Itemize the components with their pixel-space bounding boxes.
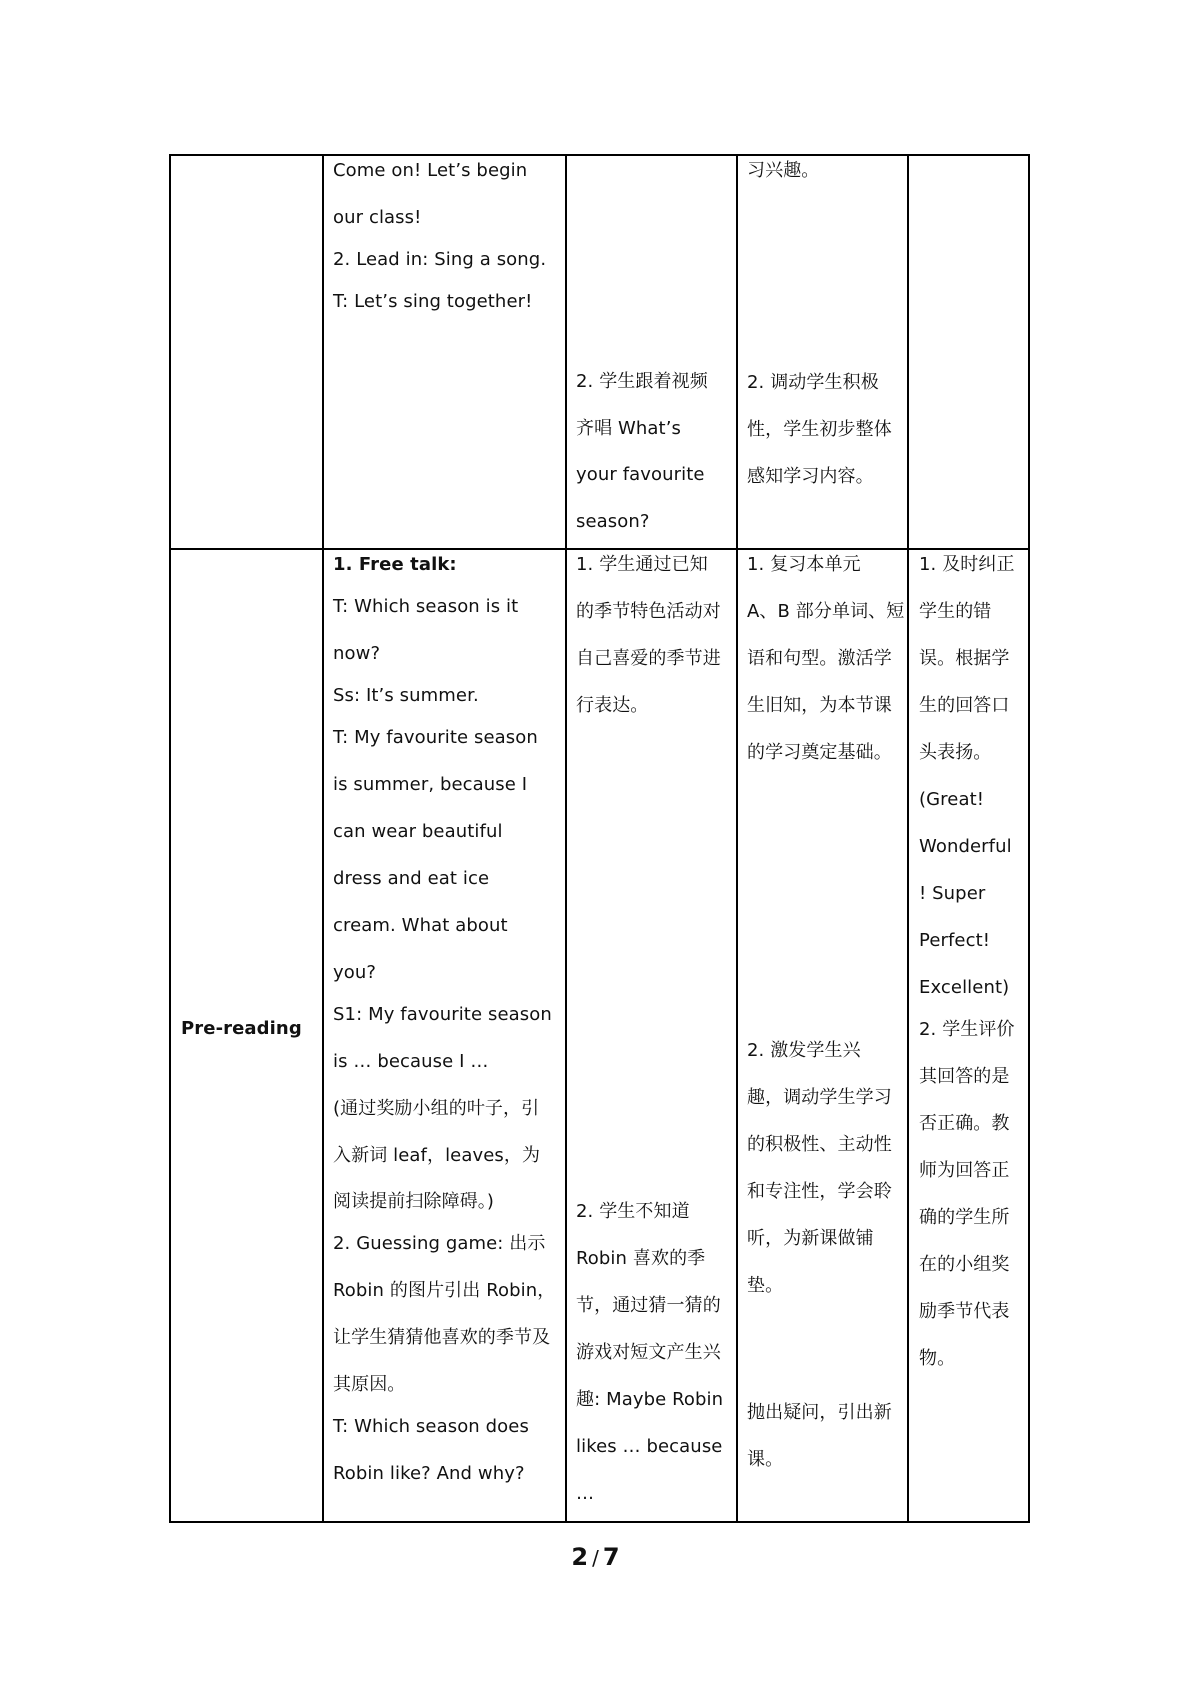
row2-purpose-line: 抛出疑问，引出新 — [747, 1402, 892, 1423]
row1-purpose-line: 性，学生初步整体 — [747, 419, 892, 440]
row2-procedure-line: Robin 的图片引出 Robin， — [333, 1280, 556, 1301]
row2-purpose-line: 2. 激发学生兴 — [747, 1040, 861, 1061]
col-line-4 — [907, 154, 909, 1522]
page-separator: / — [592, 1546, 599, 1570]
row2-purpose-line: A、B 部分单词、短 — [747, 601, 905, 622]
row2-procedure-line: now? — [333, 643, 381, 664]
row2-procedure-line: 入新词 leaf，leaves，为 — [333, 1145, 541, 1166]
row2-student-activity-line: 趣: Maybe Robin — [576, 1389, 724, 1410]
row2-evaluation-line: 在的小组奖 — [919, 1254, 1010, 1275]
row2-purpose-line: 垫。 — [747, 1275, 784, 1296]
row2-student-activity-line: likes … because — [576, 1436, 723, 1457]
row2-purpose-line: 语和句型。激活学 — [747, 648, 892, 669]
row2-student-activity-line: 节，通过猜一猜的 — [576, 1295, 721, 1316]
row2-procedure-line: is summer, because I — [333, 774, 528, 795]
row2-procedure-line: Robin like? And why? — [333, 1463, 525, 1484]
row2-procedure-line: can wear beautiful — [333, 821, 503, 842]
row2-purpose-line: 生旧知，为本节课 — [747, 695, 892, 716]
row2-evaluation-line: 否正确。教 — [919, 1113, 1010, 1134]
row2-evaluation-line: 1. 及时纠正 — [919, 554, 1015, 575]
row2-purpose-line: 的积极性、主动性 — [747, 1134, 892, 1155]
row2-evaluation-line: 2. 学生评价 — [919, 1019, 1015, 1040]
row2-procedure-line: 其原因。 — [333, 1374, 406, 1395]
row2-student-activity-line: 的季节特色活动对 — [576, 601, 721, 622]
row2-procedure-line: 阅读提前扫除障碍。) — [333, 1191, 495, 1212]
row2-procedure-heading: 1. Free talk: — [333, 554, 457, 575]
row2-evaluation-line: 师为回答正 — [919, 1160, 1010, 1181]
row2-evaluation-line: (Great! — [919, 789, 985, 810]
row2-procedure-line: dress and eat ice — [333, 868, 490, 889]
row2-evaluation-line: ! Super — [919, 883, 986, 904]
row2-evaluation-line: 其回答的是 — [919, 1066, 1010, 1087]
total-pages: 7 — [602, 1543, 620, 1571]
col-line-0 — [169, 154, 171, 1522]
row2-student-activity-line: 自己喜爱的季节进 — [576, 648, 721, 669]
row-divider — [169, 548, 1030, 550]
col-line-2 — [565, 154, 567, 1522]
row2-procedure-line: you? — [333, 962, 377, 983]
row2-student-activity-line: 游戏对短文产生兴 — [576, 1342, 721, 1363]
col-line-5 — [1028, 154, 1030, 1522]
row2-procedure-line: 让学生猜猜他喜欢的季节及 — [333, 1327, 551, 1348]
row2-evaluation-line: 头表扬。 — [919, 742, 992, 763]
row2-evaluation-line: 物。 — [919, 1348, 956, 1369]
table-border-top — [169, 154, 1030, 156]
row2-procedure-line: (通过奖励小组的叶子，引 — [333, 1098, 540, 1119]
row2-procedure-line: is … because I … — [333, 1051, 489, 1072]
row2-procedure-line: Ss: It’s summer. — [333, 685, 479, 706]
row2-student-activity-line: 1. 学生通过已知 — [576, 554, 708, 575]
row2-purpose-line: 听，为新课做铺 — [747, 1228, 874, 1249]
row2-purpose-line: 趣，调动学生学习 — [747, 1087, 892, 1108]
row1-purpose-line: 2. 调动学生积极 — [747, 372, 879, 393]
row2-evaluation-line: Perfect! — [919, 930, 991, 951]
row2-procedure-line: T: Which season is it — [333, 596, 519, 617]
row1-student-activity-line: 齐唱 What’s — [576, 418, 682, 439]
current-page: 2 — [571, 1543, 589, 1571]
row2-evaluation-line: 励季节代表 — [919, 1301, 1010, 1322]
row2-procedure-line: T: My favourite season — [333, 727, 538, 748]
col-line-3 — [736, 154, 738, 1522]
row2-student-activity-line: 2. 学生不知道 — [576, 1201, 690, 1222]
row2-procedure-line: T: Which season does — [333, 1416, 529, 1437]
row2-student-activity-line: … — [576, 1483, 595, 1504]
row1-procedure-line: Come on! Let’s begin — [333, 160, 528, 181]
row2-evaluation-line: 确的学生所 — [919, 1207, 1010, 1228]
col-line-1 — [322, 154, 324, 1522]
row1-procedure-line: our class! — [333, 207, 422, 228]
row1-procedure-line: 2. Lead in: Sing a song. — [333, 249, 547, 270]
table-border-bottom — [169, 1521, 1030, 1523]
row2-procedure-line: S1: My favourite season — [333, 1004, 552, 1025]
page-number — [0, 1543, 1191, 1571]
row1-student-activity-line: your favourite — [576, 464, 705, 485]
row2-evaluation-line: Excellent) — [919, 977, 1010, 998]
row2-purpose-line: 和专注性，学会聆 — [747, 1181, 892, 1202]
row1-student-activity-line: season? — [576, 511, 650, 532]
row1-purpose-line: 感知学习内容。 — [747, 466, 874, 487]
row2-evaluation-line: 误。根据学 — [919, 648, 1010, 669]
row2-evaluation-line: 学生的错 — [919, 601, 992, 622]
row2-procedure-line: 2. Guessing game: 出示 — [333, 1233, 546, 1254]
row2-evaluation-line: 生的回答口 — [919, 695, 1010, 716]
row1-student-activity-line: 2. 学生跟着视频 — [576, 371, 708, 392]
row2-student-activity-line: Robin 喜欢的季 — [576, 1248, 706, 1269]
row2-evaluation-line: Wonderful — [919, 836, 1012, 857]
row2-purpose-line: 的学习奠定基础。 — [747, 742, 892, 763]
row1-procedure-line: T: Let’s sing together! — [333, 291, 533, 312]
row2-purpose-line: 课。 — [747, 1449, 784, 1470]
row2-student-activity-line: 行表达。 — [576, 695, 649, 716]
row1-purpose-line: 习兴趣。 — [747, 160, 820, 181]
row2-procedure-line: cream. What about — [333, 915, 508, 936]
row2-purpose-line: 1. 复习本单元 — [747, 554, 861, 575]
stage-label: Pre-reading — [181, 1018, 302, 1039]
